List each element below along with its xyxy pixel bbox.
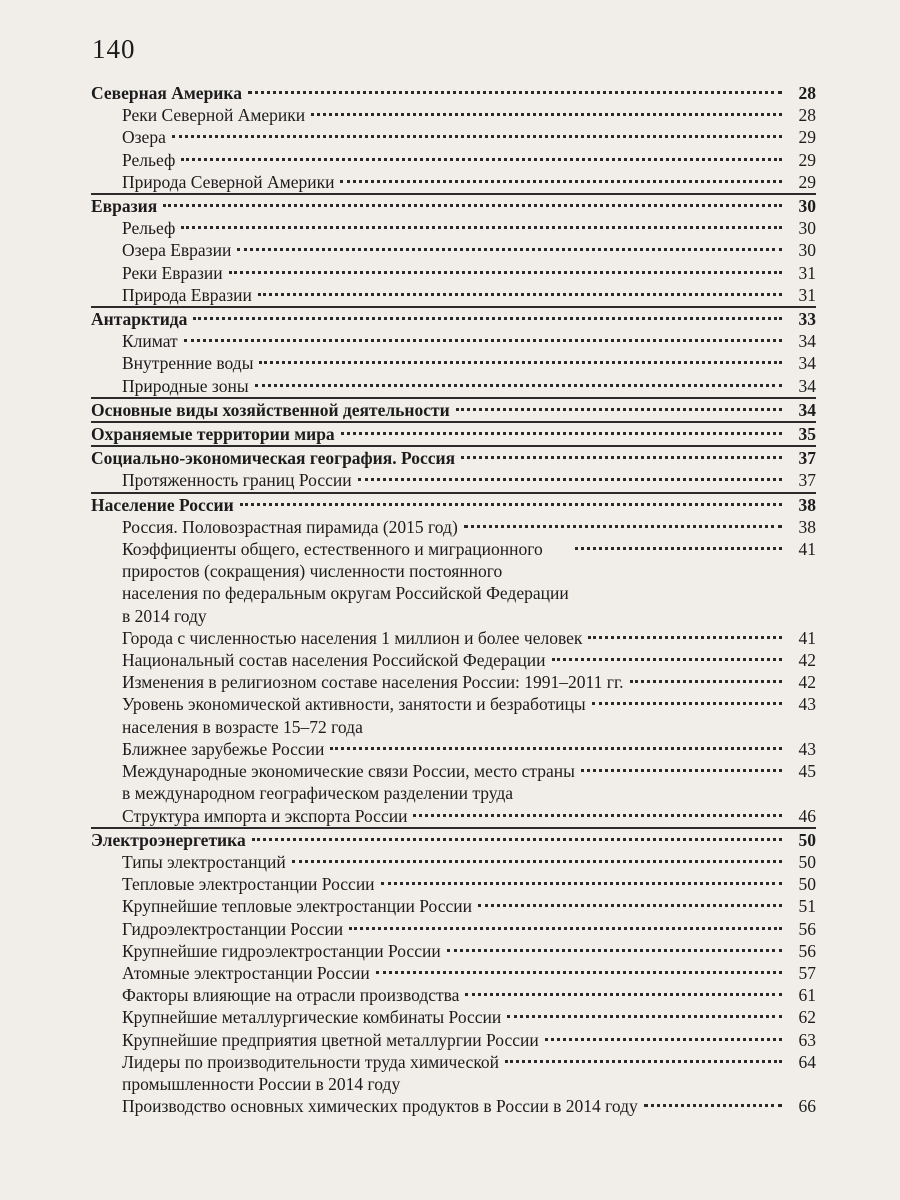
toc-title-line: Тепловые электростанции России (122, 874, 375, 895)
toc-page-number: 50 (798, 829, 816, 850)
toc-entry-title (122, 516, 458, 538)
toc-item[interactable] (91, 873, 816, 895)
toc-title-line: Климат (122, 331, 178, 352)
dot-leader (172, 135, 782, 138)
toc-page-number: 51 (798, 896, 816, 917)
dot-leader (330, 747, 782, 750)
dot-leader (413, 814, 782, 817)
dot-leader (341, 432, 782, 435)
toc-title-line: Природа Евразии (122, 284, 252, 305)
toc-page-number: 31 (798, 262, 816, 283)
toc-item[interactable] (91, 671, 816, 693)
toc-entry-title (122, 984, 459, 1006)
toc-entry-title (91, 399, 450, 421)
toc-title-line: Крупнейшие тепловые электростанции России (122, 896, 472, 917)
toc-page-number: 28 (798, 105, 816, 126)
toc-page-number: 31 (798, 284, 816, 305)
toc-item[interactable] (91, 126, 816, 148)
toc-page-number: 64 (798, 1051, 816, 1072)
toc-title-line: Реки Евразии (122, 262, 223, 283)
toc-entry-title (122, 217, 175, 239)
dot-leader (552, 658, 782, 661)
dot-leader (184, 339, 782, 342)
dot-leader (311, 113, 782, 116)
toc-entry-title (122, 649, 546, 671)
dot-leader (461, 456, 782, 459)
toc-entry-title (91, 82, 242, 104)
toc-section[interactable] (91, 447, 816, 469)
toc-title-line: приростов (сокращения) численности постоянного (122, 561, 503, 582)
toc-title-line: Электроэнергетика (91, 829, 246, 850)
toc-entry-title (91, 195, 157, 217)
toc-title-line: Гидроэлектростанции России (122, 918, 344, 939)
dot-leader (581, 769, 782, 772)
toc-title-line: Природа Северной Америки (122, 171, 335, 192)
toc-page-number: 46 (798, 805, 816, 826)
toc-entry-title (91, 423, 335, 445)
dot-leader (292, 860, 782, 863)
toc-title-line: Коэффициенты общего, естественного и миграционного (122, 539, 543, 560)
toc-page-number: 63 (798, 1029, 816, 1050)
toc-entry-title (91, 494, 234, 516)
toc-page-number: 50 (798, 874, 816, 895)
toc-entry-title (122, 738, 324, 760)
toc-page-number: 42 (798, 650, 816, 671)
toc-page-number: 61 (798, 985, 816, 1006)
toc-item[interactable] (91, 984, 816, 1006)
toc-title-line: населения по федеральным округам Российской Федерации (122, 583, 569, 604)
toc-page-number: 28 (798, 83, 816, 103)
toc-item[interactable] (91, 262, 816, 284)
toc-item[interactable] (91, 516, 816, 538)
toc-page-number: 41 (798, 539, 816, 560)
toc-item[interactable] (91, 738, 816, 760)
toc-page-number: 66 (798, 1096, 816, 1117)
toc-entry-title (122, 262, 223, 284)
toc-page-number: 45 (798, 761, 816, 782)
toc-title-line: в международном географическом разделении труда (122, 783, 514, 804)
dot-leader (237, 248, 782, 251)
toc-title-line: Атомные электростанции России (122, 962, 370, 983)
toc-entry-title (122, 962, 370, 984)
toc-item[interactable] (91, 375, 816, 397)
dot-leader (575, 547, 782, 550)
toc-title-line: Евразия (91, 196, 158, 217)
toc-item[interactable] (91, 940, 816, 962)
toc-page-number: 57 (798, 962, 816, 983)
toc-page-number: 30 (798, 240, 816, 261)
toc-page-number: 30 (798, 196, 816, 217)
toc-page-number: 30 (798, 218, 816, 239)
toc-item[interactable] (91, 627, 816, 649)
toc-entry-title (122, 149, 175, 171)
toc-item[interactable] (91, 284, 816, 306)
dot-leader (507, 1015, 782, 1018)
toc-page-number: 43 (798, 738, 816, 759)
toc-title-line: Рельеф (122, 218, 176, 239)
toc-title-line: Изменения в религиозном составе населения России: 1991–2011 гг. (122, 672, 624, 693)
toc-entry-title (122, 940, 441, 962)
dot-leader (644, 1104, 782, 1107)
toc-section[interactable] (91, 399, 816, 421)
toc-page-number: 56 (798, 940, 816, 961)
dot-leader (349, 927, 782, 930)
toc-entry-title (122, 671, 624, 693)
toc-entry-title (122, 693, 586, 737)
toc-item[interactable] (91, 918, 816, 940)
dot-leader (464, 525, 782, 528)
dot-leader (240, 503, 782, 506)
toc-title-line: Природные зоны (122, 375, 249, 396)
dot-leader (163, 204, 782, 207)
dot-leader (588, 636, 782, 639)
toc-entry-title (122, 918, 343, 940)
toc-page-number: 37 (798, 470, 816, 491)
dot-leader (255, 384, 782, 387)
toc-page-number: 33 (798, 309, 816, 330)
toc-page-number: 38 (798, 516, 816, 537)
toc-entry-title (122, 469, 352, 491)
dot-leader (447, 949, 782, 952)
toc-page-number: 34 (798, 375, 816, 396)
toc-page-number: 34 (798, 399, 816, 420)
dot-leader (381, 882, 782, 885)
toc-item[interactable] (91, 352, 816, 374)
toc-section[interactable] (91, 308, 816, 330)
dot-leader (340, 180, 782, 183)
toc-title-line: промышленности России в 2014 году (122, 1073, 401, 1094)
toc-entry-title (122, 627, 582, 649)
toc-page-number: 38 (798, 494, 816, 515)
toc-title-line: Ближнее зарубежье России (122, 738, 325, 759)
toc-title-line: Производство основных химических продуктов в России в 2014 году (122, 1096, 638, 1117)
toc-section[interactable] (91, 423, 816, 445)
toc-title-line: Международные экономические связи России, место страны (122, 761, 575, 782)
toc-title-line: Северная Америка (91, 83, 242, 103)
toc-entry-title (122, 330, 178, 352)
toc-title-line: Реки Северной Америки (122, 105, 306, 126)
dot-leader (193, 317, 782, 320)
toc-page-number: 43 (798, 694, 816, 715)
toc-entry-title (122, 1051, 499, 1095)
dot-leader (630, 680, 782, 683)
dot-leader (456, 408, 782, 411)
toc-entry-title (122, 1006, 501, 1028)
toc-title-line: Национальный состав населения Российской Федерации (122, 650, 546, 671)
toc-item[interactable] (91, 171, 816, 193)
toc-section[interactable] (91, 494, 816, 516)
toc-item[interactable] (91, 239, 816, 261)
toc-page-number: 29 (798, 127, 816, 148)
toc-title-line: Типы электростанций (122, 851, 286, 872)
dot-leader (465, 993, 782, 996)
toc-title-line: Основные виды хозяйственной деятельности (91, 399, 450, 420)
toc-title-line: Население России (91, 494, 234, 515)
toc-entry-title (122, 352, 253, 374)
toc-title-line: Антарктида (91, 309, 188, 330)
toc-title-line: Внутренние воды (122, 353, 254, 374)
toc-entry-title (122, 1029, 539, 1051)
table-of-contents (91, 82, 816, 1117)
toc-title-line: Рельеф (122, 149, 176, 170)
toc-item[interactable] (91, 760, 816, 804)
toc-entry-title (91, 308, 187, 330)
toc-entry-title (91, 447, 455, 469)
toc-title-line: Факторы влияющие на отрасли производства (122, 985, 460, 1006)
toc-item[interactable] (91, 693, 816, 737)
dot-leader (181, 226, 782, 229)
dot-leader (358, 478, 782, 481)
toc-item[interactable] (91, 805, 816, 827)
toc-item[interactable] (91, 538, 816, 627)
toc-entry-title (122, 538, 569, 627)
toc-item[interactable] (91, 1095, 816, 1117)
toc-title-line: Крупнейшие предприятия цветной металлургии России (122, 1029, 539, 1050)
dot-leader (259, 361, 782, 364)
toc-item[interactable] (91, 1051, 816, 1095)
toc-item[interactable] (91, 851, 816, 873)
toc-title-line: Структура импорта и экспорта России (122, 805, 408, 826)
toc-item[interactable] (91, 330, 816, 352)
toc-title-line: Охраняемые территории мира (91, 424, 335, 445)
toc-title-line: Лидеры по производительности труда химической (122, 1051, 500, 1072)
toc-item[interactable] (91, 1006, 816, 1028)
toc-entry-title (122, 126, 166, 148)
toc-title-line: в 2014 году (122, 605, 207, 626)
toc-entry-title (122, 805, 407, 827)
toc-title-line: населения в возрасте 15–72 года (122, 716, 363, 737)
toc-title-line: Социально-экономическая география. Россия (91, 448, 456, 469)
toc-title-line: Россия. Половозрастная пирамида (2015 год) (122, 516, 458, 537)
toc-page-number: 37 (798, 448, 816, 469)
toc-title-line: Города с численностью населения 1 миллион и более человек (122, 627, 583, 648)
dot-leader (376, 971, 782, 974)
dot-leader (478, 904, 782, 907)
page-number: 140 (92, 34, 136, 64)
toc-entry-title (122, 239, 231, 261)
toc-item[interactable] (91, 962, 816, 984)
toc-entry-title (122, 851, 286, 873)
toc-item[interactable] (91, 104, 816, 126)
toc-page-number: 34 (798, 353, 816, 374)
toc-page-number: 35 (798, 424, 816, 445)
toc-page-number: 56 (798, 918, 816, 939)
toc-title-line: Озера Евразии (122, 240, 232, 261)
toc-page-number: 34 (798, 331, 816, 352)
toc-page-number: 29 (798, 149, 816, 170)
toc-entry-title (122, 375, 249, 397)
toc-item[interactable] (91, 217, 816, 239)
toc-entry-title (122, 284, 252, 306)
dot-leader (258, 293, 782, 296)
dot-leader (229, 271, 782, 274)
toc-page-number: 62 (798, 1007, 816, 1028)
dot-leader (252, 838, 782, 841)
toc-page-number: 41 (798, 627, 816, 648)
dot-leader (592, 702, 782, 705)
toc-section[interactable] (91, 195, 816, 217)
toc-title-line: Уровень экономической активности, занятости и безработицы (122, 694, 586, 715)
toc-item[interactable] (91, 149, 816, 171)
toc-entry-title (122, 1095, 638, 1117)
dot-leader (545, 1038, 782, 1041)
toc-item[interactable] (91, 469, 816, 491)
toc-entry-title (122, 104, 305, 126)
dot-leader (181, 158, 782, 161)
toc-item[interactable] (91, 895, 816, 917)
toc-entry-title (122, 760, 575, 804)
toc-title-line: Крупнейшие гидроэлектростанции России (122, 940, 441, 961)
toc-title-line: Протяженность границ России (122, 470, 352, 491)
toc-section[interactable] (91, 829, 816, 851)
toc-entry-title (122, 895, 472, 917)
toc-item[interactable] (91, 1029, 816, 1051)
toc-page-number: 50 (798, 851, 816, 872)
toc-page-number: 42 (798, 672, 816, 693)
toc-entry-title (91, 829, 246, 851)
dot-leader (248, 91, 782, 94)
toc-section[interactable] (91, 82, 816, 104)
toc-page-number: 29 (798, 171, 816, 192)
dot-leader (505, 1060, 782, 1063)
toc-title-line: Крупнейшие металлургические комбинаты России (122, 1007, 502, 1028)
toc-item[interactable] (91, 649, 816, 671)
toc-entry-title (122, 873, 375, 895)
toc-entry-title (122, 171, 334, 193)
toc-title-line: Озера (122, 127, 166, 148)
